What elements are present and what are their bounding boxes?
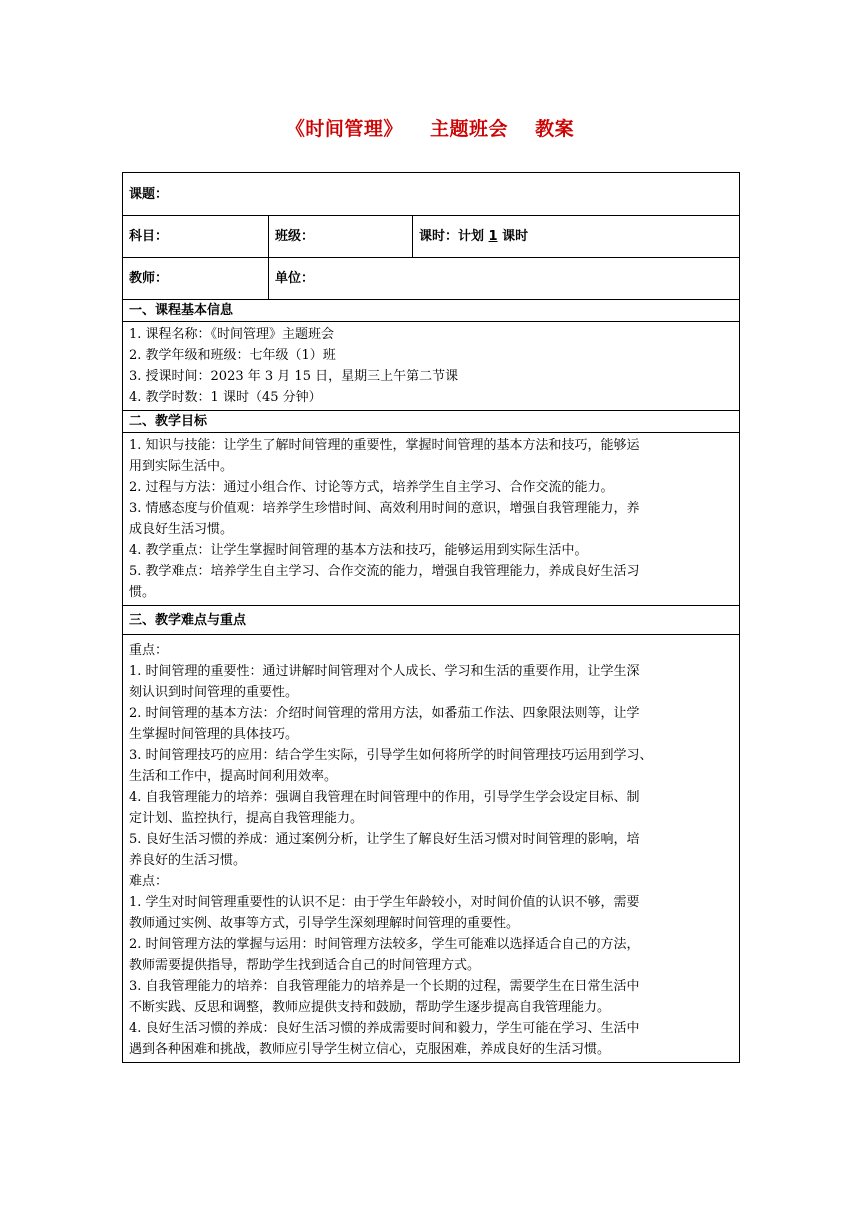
period-suffix: 课时 <box>502 229 529 244</box>
subject-row <box>123 216 740 258</box>
topic-row <box>123 173 740 216</box>
section3-line: 5. 良好生活习惯的养成：通过案例分析，让学生了解良好生活习惯对时间管理的影响，培 <box>129 832 640 847</box>
section3-body-row <box>123 635 740 1063</box>
section3-line: 生掌握时间管理的具体技巧。 <box>129 727 299 742</box>
section3-line: 4. 自我管理能力的培养：强调自我管理在时间管理中的作用，引导学生学会设定目标、制 <box>129 790 640 805</box>
topic-field: 课题： <box>123 173 740 216</box>
section3-line: 3. 时间管理技巧的应用：结合学生实际，引导学生如何将所学的时间管理技巧运用到学习、 <box>129 748 653 763</box>
title-main: 《时间管理》 <box>285 118 403 140</box>
lesson-plan-table <box>122 172 740 1063</box>
section1-heading-row <box>123 300 740 322</box>
unit-field: 单位： <box>269 258 740 300</box>
section1-line: 1. 课程名称：《时间管理》主题班会 <box>129 327 335 342</box>
section3-line: 教师通过实例、故事等方式，引导学生深刻理解时间管理的重要性。 <box>129 916 520 931</box>
section2-line: 成良好生活习惯。 <box>129 522 234 537</box>
section2-line: 1. 知识与技能：让学生了解时间管理的重要性，掌握时间管理的基本方法和技巧，能够运 <box>129 438 640 453</box>
title-doc-type: 教案 <box>535 118 575 140</box>
section2-line: 3. 情感态度与价值观：培养学生珍惜时间、高效利用时间的意识，增强自我管理能力，养 <box>129 501 640 516</box>
section3-line: 教师需要提供指导，帮助学生找到适合自己的时间管理方式。 <box>129 958 481 973</box>
section3-line: 难点： <box>129 874 169 889</box>
section3-line: 刻认识到时间管理的重要性。 <box>129 685 299 700</box>
section3-line: 养良好的生活习惯。 <box>129 853 247 868</box>
section3-line: 不断实践、反思和调整，教师应提供支持和鼓励，帮助学生逐步提高自我管理能力。 <box>129 1000 611 1015</box>
section1-heading: 一、课程基本信息 <box>123 300 740 322</box>
section3-heading-row <box>123 606 740 635</box>
section1-line: 4. 教学时数：1 课时（45 分钟） <box>129 390 322 405</box>
section1-line: 2. 教学年级和班级：七年级（1）班 <box>129 348 336 363</box>
section3-line: 遇到各种困难和挑战，教师应引导学生树立信心，克服困难，养成良好的生活习惯。 <box>129 1042 611 1057</box>
section3-line: 1. 学生对时间管理重要性的认识不足：由于学生年龄较小，对时间价值的认识不够，需要 <box>129 895 640 910</box>
section2-line: 惯。 <box>129 585 156 600</box>
section3-line: 2. 时间管理的基本方法：介绍时间管理的常用方法，如番茄工作法、四象限法则等，让学 <box>129 706 640 721</box>
section3-line: 3. 自我管理能力的培养：自我管理能力的培养是一个长期的过程，需要学生在日常生活中 <box>129 979 640 994</box>
subject-field: 科目： <box>123 216 269 258</box>
period-field <box>413 216 740 258</box>
section2-line: 用到实际生活中。 <box>129 459 234 474</box>
document-title <box>0 114 860 141</box>
section2-line: 4. 教学重点：让学生掌握时间管理的基本方法和技巧，能够运用到实际生活中。 <box>129 543 588 558</box>
section3-line: 生活和工作中，提高时间利用效率。 <box>129 769 338 784</box>
teacher-row <box>123 258 740 300</box>
class-field: 班级： <box>269 216 413 258</box>
section2-body-row <box>123 433 740 606</box>
section3-line: 定计划、监控执行，提高自我管理能力。 <box>129 811 364 826</box>
section3-line: 1. 时间管理的重要性：通过讲解时间管理对个人成长、学习和生活的重要作用，让学生深 <box>129 664 640 679</box>
section1-line: 3. 授课时间：2023 年 3 月 15 日，星期三上午第二节课 <box>129 369 459 384</box>
section3-heading: 三、教学难点与重点 <box>123 606 740 635</box>
section2-heading-row <box>123 411 740 433</box>
section2-line: 2. 过程与方法：通过小组合作、讨论等方式，培养学生自主学习、合作交流的能力。 <box>129 480 614 495</box>
section1-body-row <box>123 322 740 411</box>
period-value: 1 <box>488 229 498 244</box>
period-prefix: 课时：计划 <box>419 229 485 244</box>
section3-line: 重点： <box>129 643 169 658</box>
section3-line: 4. 良好生活习惯的养成：良好生活习惯的养成需要时间和毅力，学生可能在学习、生活中 <box>129 1021 640 1036</box>
section2-line: 5. 教学难点：培养学生自主学习、合作交流的能力，增强自我管理能力，养成良好生活习 <box>129 564 640 579</box>
section3-line: 2. 时间管理方法的掌握与运用：时间管理方法较多，学生可能难以选择适合自己的方法， <box>129 937 640 952</box>
section2-body <box>123 433 740 606</box>
section1-body <box>123 322 740 411</box>
section3-body <box>123 635 740 1063</box>
teacher-field: 教师： <box>123 258 269 300</box>
title-subject: 主题班会 <box>429 118 508 140</box>
section2-heading: 二、教学目标 <box>123 411 740 433</box>
